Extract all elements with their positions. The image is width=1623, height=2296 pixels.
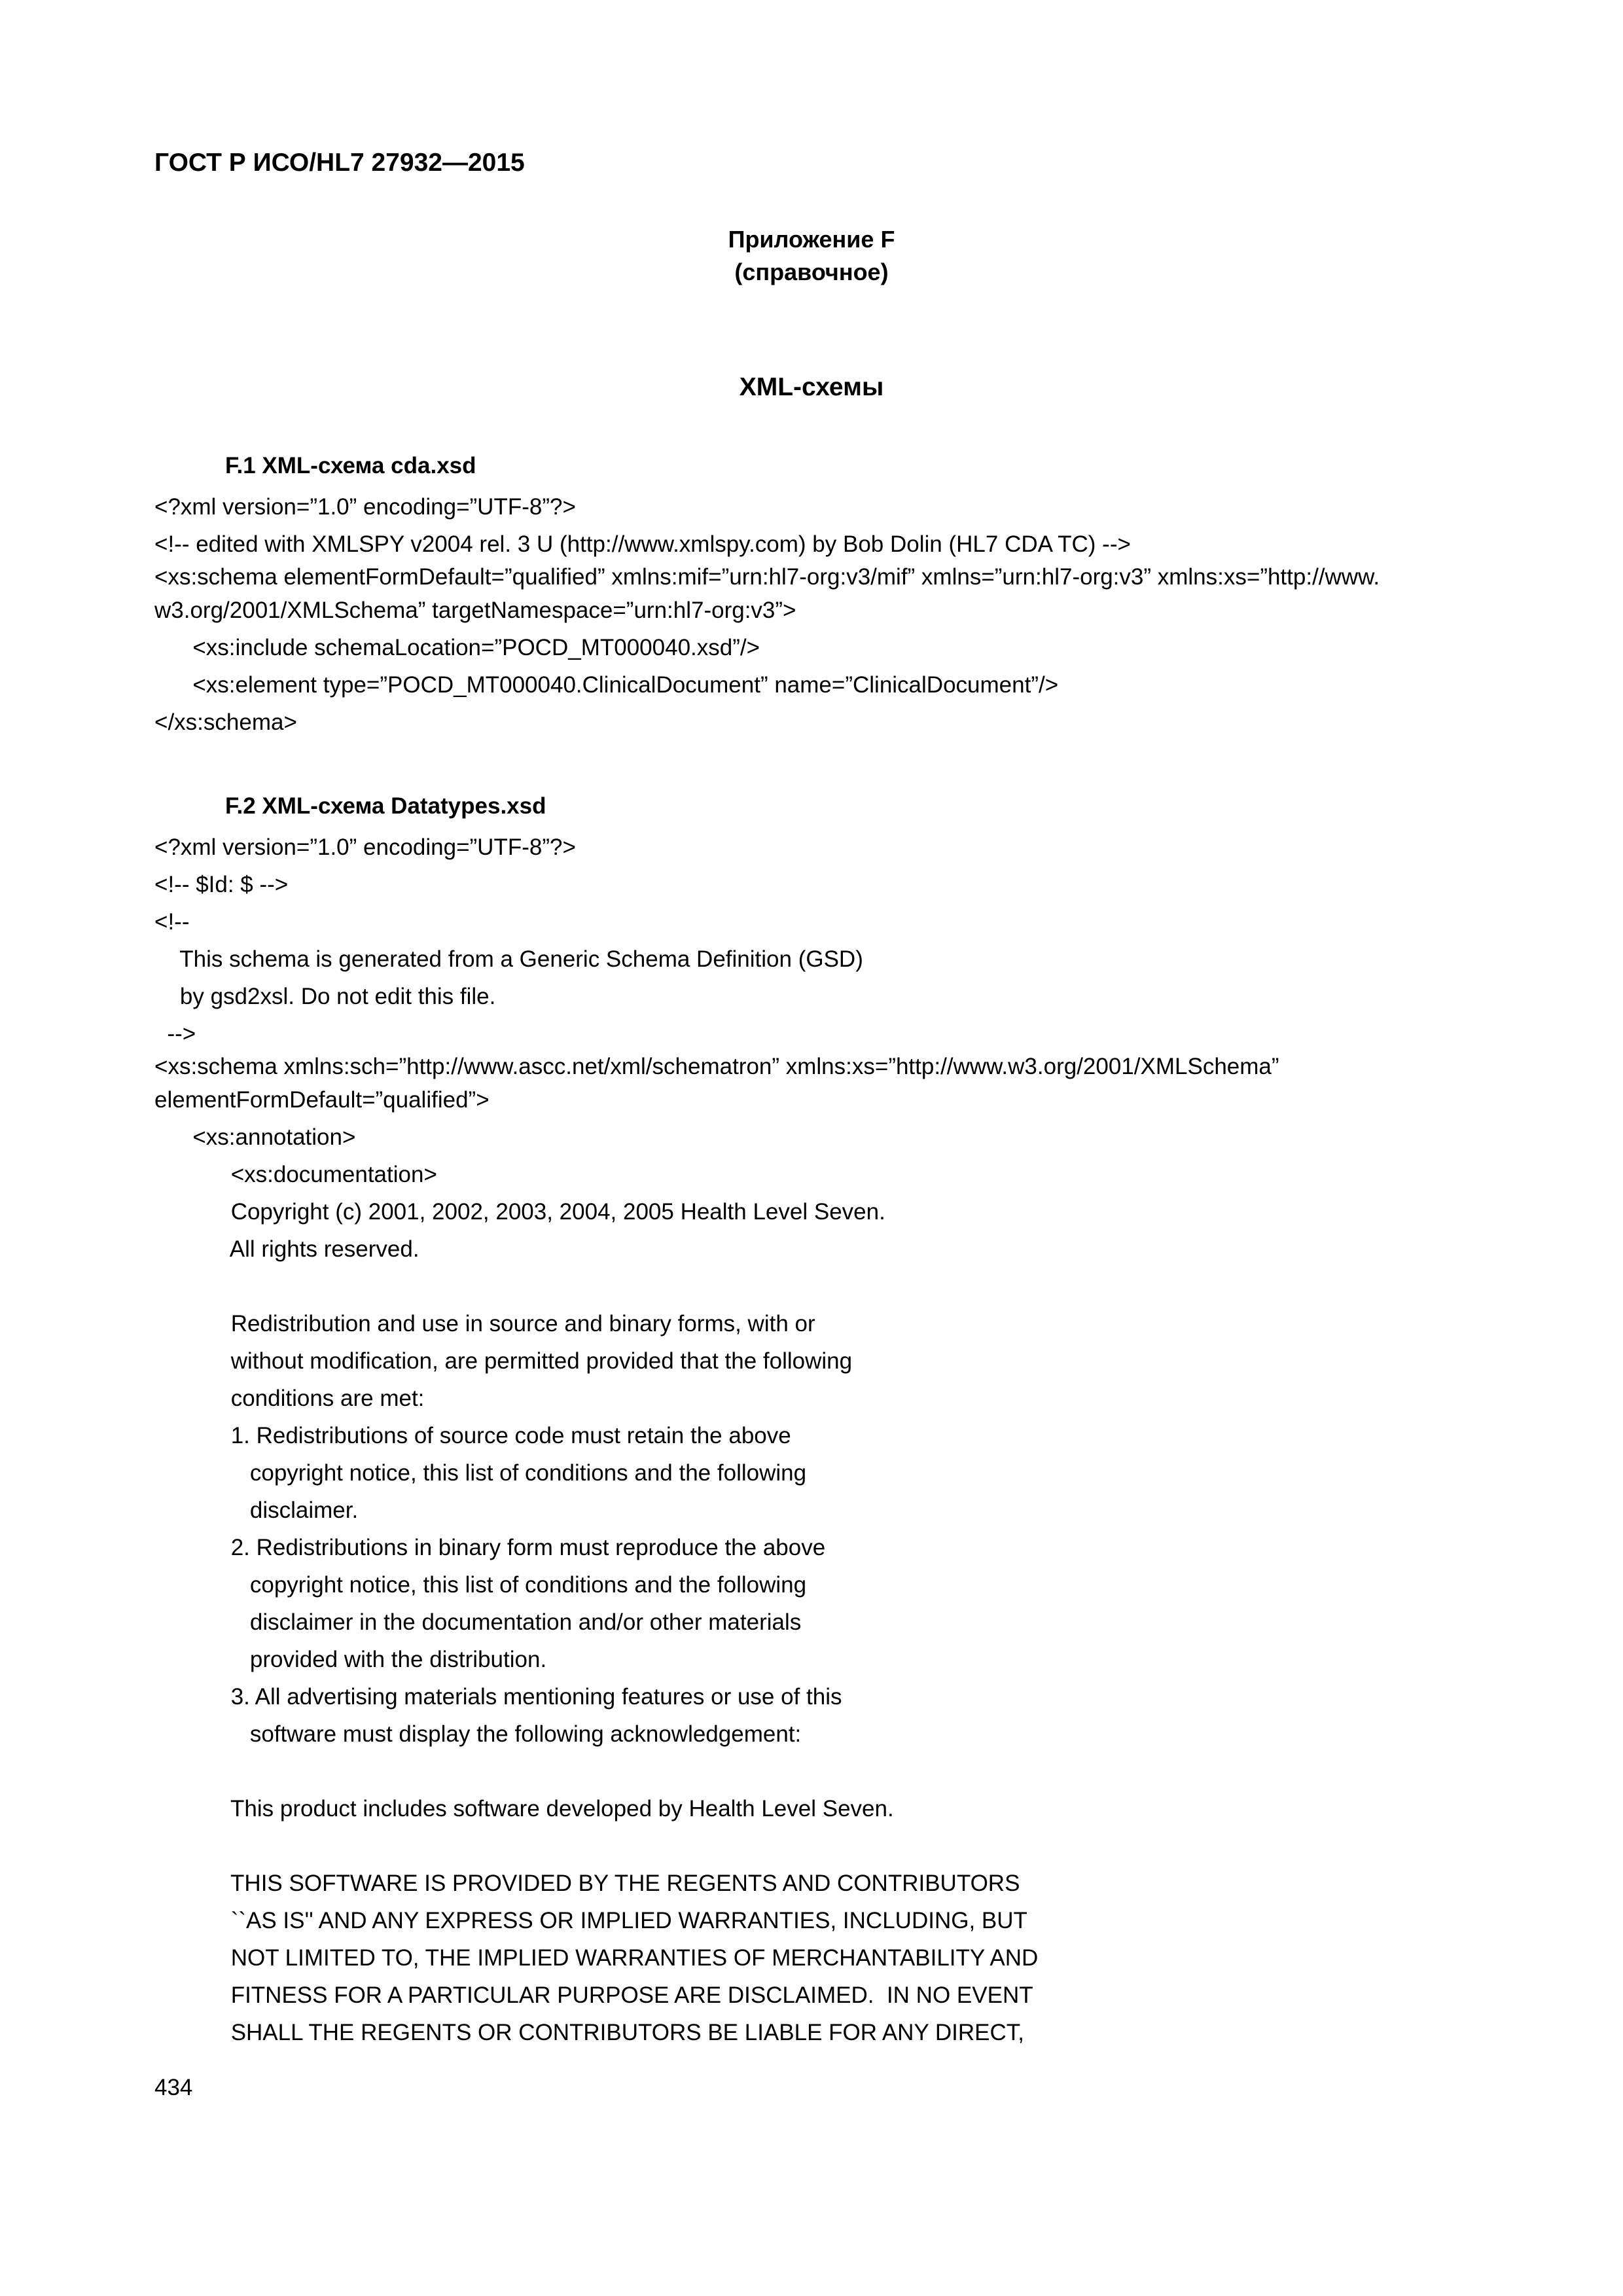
code-line: Copyright (c) 2001, 2002, 2003, 2004, 2005 Health Level Seven. — [154, 1199, 885, 1225]
code-line: w3.org/2001/XMLSchema” targetNamespace=”urn:hl7-org:v3”> — [154, 598, 796, 623]
code-line: <xs:include schemaLocation=”POCD_MT000040.xsd”/> — [154, 635, 760, 660]
code-line: FITNESS FOR A PARTICULAR PURPOSE ARE DISCLAIMED. IN NO EVENT — [154, 1982, 1033, 2008]
code-line: elementFormDefault=”qualified”> — [154, 1087, 490, 1113]
code-line: ``AS IS'' AND ANY EXPRESS OR IMPLIED WARRANTIES, INCLUDING, BUT — [154, 1908, 1027, 1933]
code-line: 1. Redistributions of source code must retain the above — [154, 1423, 791, 1448]
code-line: software must display the following acknowledgement: — [154, 1721, 802, 1747]
code-line: disclaimer in the documentation and/or other materials — [154, 1609, 802, 1635]
code-line: 2. Redistributions in binary form must reproduce the above — [154, 1535, 826, 1560]
code-line: provided with the distribution. — [154, 1647, 547, 1672]
code-line: <!-- — [154, 909, 190, 935]
code-line: copyright notice, this list of conditions and the following — [154, 1460, 807, 1486]
code-line: THIS SOFTWARE IS PROVIDED BY THE REGENTS AND CONTRIBUTORS — [154, 1871, 1020, 1896]
code-line: SHALL THE REGENTS OR CONTRIBUTORS BE LIABLE FOR ANY DIRECT, — [154, 2020, 1025, 2045]
code-line: --> — [154, 1021, 196, 1047]
code-line: <xs:annotation> — [154, 1124, 356, 1150]
code-line: <xs:schema xmlns:sch=”http://www.ascc.net/xml/schematron” xmlns:xs=”http://www.w3.org/2001/XMLSchema” — [154, 1054, 1279, 1079]
code-line: by gsd2xsl. Do not edit this file. — [154, 984, 496, 1009]
appendix-title: XML-схемы — [739, 373, 884, 401]
code-line: <?xml version=”1.0” encoding=”UTF-8”?> — [154, 834, 576, 860]
code-line: <!-- edited with XMLSPY v2004 rel. 3 U (http://www.xmlspy.com) by Bob Dolin (HL7 CDA TC) --> — [154, 531, 1131, 557]
code-line: <!-- $Id: $ --> — [154, 872, 289, 897]
code-line: <xs:schema elementFormDefault=”qualified” xmlns:mif=”urn:hl7-org:v3/mif” xmlns=”urn:hl7-org:v3” xmlns:xs=”http://www. — [154, 564, 1380, 590]
code-line: This schema is generated from a Generic Schema Definition (GSD) — [154, 946, 863, 972]
code-line: disclaimer. — [154, 1498, 359, 1523]
code-block-f1 — [154, 488, 1496, 741]
code-line: <xs:documentation> — [154, 1162, 437, 1187]
code-line — [154, 1268, 1496, 1305]
code-line: All rights reserved. — [154, 1236, 419, 1262]
code-line: <?xml version=”1.0” encoding=”UTF-8”?> — [154, 494, 576, 520]
code-line: This product includes software developed by Health Level Seven. — [154, 1796, 894, 1821]
appendix-kind: (справочное) — [734, 259, 889, 285]
section-heading-f1: F.1 XML-схема cda.xsd — [225, 453, 476, 478]
code-line: copyright notice, this list of conditions and the following — [154, 1572, 807, 1598]
code-block-f2 — [154, 829, 1496, 2051]
page-number: 434 — [154, 2075, 193, 2100]
code-line: without modification, are permitted provided that the following — [154, 1348, 853, 1374]
code-line: conditions are met: — [154, 1386, 425, 1411]
standard-code: ГОСТ Р ИСО/HL7 27932—2015 — [154, 149, 525, 177]
code-line — [154, 1827, 1496, 1865]
code-line: Redistribution and use in source and binary forms, with or — [154, 1311, 815, 1336]
section-heading-f2: F.2 XML-схема Datatypes.xsd — [225, 793, 546, 819]
code-line: </xs:schema> — [154, 709, 297, 735]
code-line: NOT LIMITED TO, THE IMPLIED WARRANTIES OF MERCHANTABILITY AND — [154, 1945, 1039, 1971]
appendix-label: Приложение F — [728, 226, 895, 253]
code-line: 3. All advertising materials mentioning features or use of this — [154, 1684, 842, 1710]
code-line — [154, 1753, 1496, 1790]
code-line: <xs:element type=”POCD_MT000040.ClinicalDocument” name=”ClinicalDocument”/> — [154, 672, 1059, 698]
